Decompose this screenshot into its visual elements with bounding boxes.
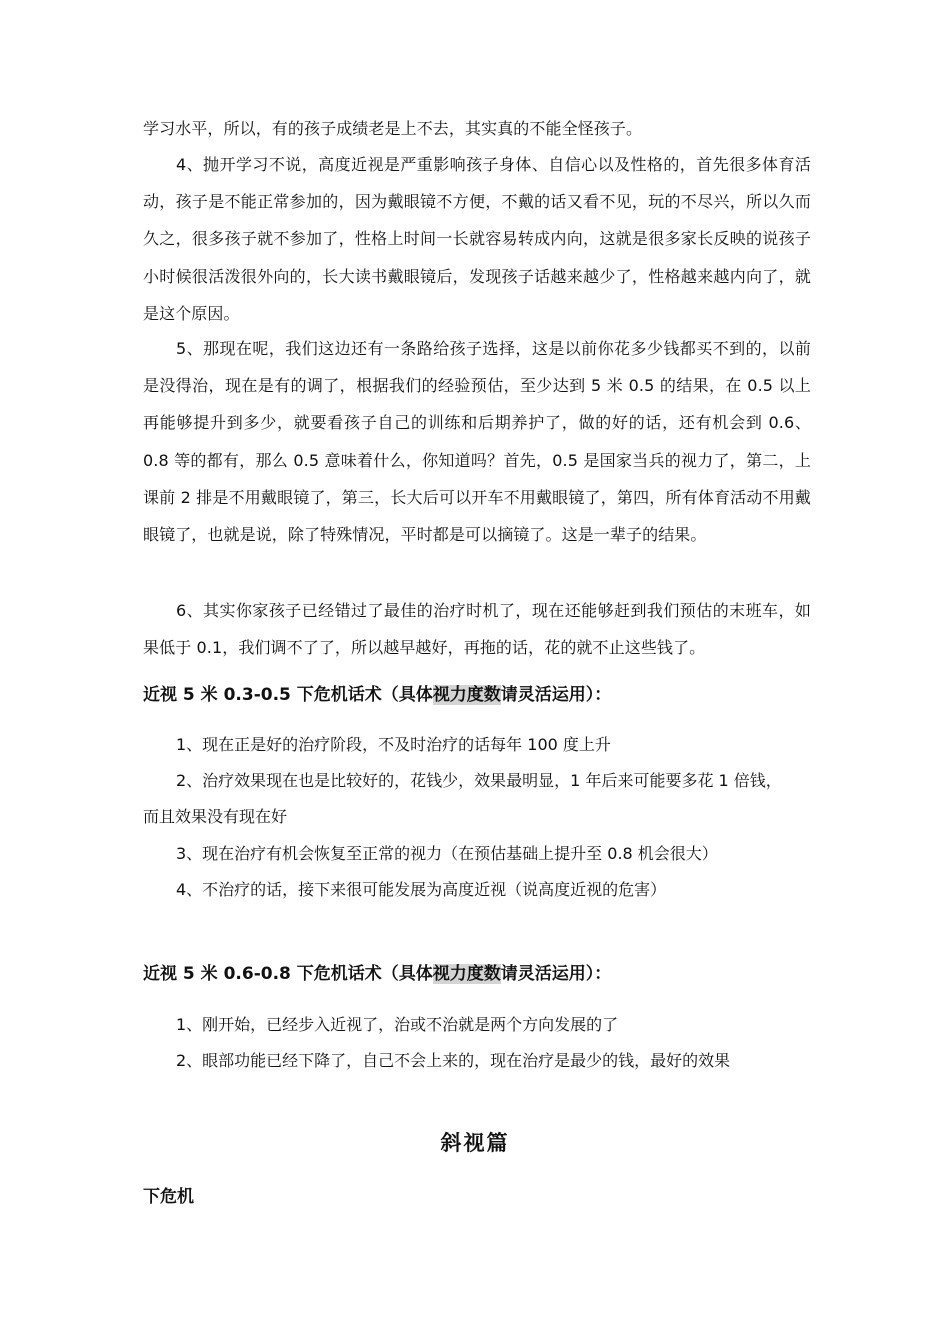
highlighted-text: 视力度数 <box>432 964 501 984</box>
highlighted-text: 视力度数 <box>432 685 501 705</box>
list-item: 3、现在治疗有机会恢复至正常的视力（在预估基础上提升至 0.8 机会很大） <box>176 844 718 863</box>
paragraph-6: 6、其实你家孩子已经错过了最佳的治疗时机了，现在还能够赶到我们预估的末班车，如果低于 0.1，我们调不了了，所以越早越好，再拖的话，花的就不止这些钱了。 <box>143 601 811 658</box>
paragraph-intro: 学习水平，所以，有的孩子成绩老是上不去，其实真的不能全怪孩子。 <box>143 119 643 138</box>
list-item: 1、现在正是好的治疗阶段，不及时治疗的话每年 100 度上升 <box>176 735 611 754</box>
list-item-continuation: 而且效果没有现在好 <box>143 807 288 826</box>
list-item: 2、治疗效果现在也是比较好的，花钱少，效果最明显，1 年后来可能要多花 1 倍钱， <box>176 771 782 790</box>
list-item: 1、刚开始，已经步入近视了，治或不治就是两个方向发展的了 <box>176 1015 619 1034</box>
paragraph-5: 5、那现在呢，我们这边还有一条路给孩子选择，这是以前你花多少钱都买不到的，以前是没得治，现在是有的调了，根据我们的经验预估，至少达到 5 米 0.5 的结果，在 0.5 以上再能够提升到多少，就要看孩子自己的训练和后期养护了，做的好的话，还有机会到 0.6、0.8 等的都有，那么 0.5 意味着什么，你知道吗？首先，0.5 是国家当兵的视力了，第二，上课前 2 排是不用戴眼镜了，第三，长大后可以开车不用戴眼镜了，第四，所有体育活动不用戴眼镜了，也就是说，除了特殊情况，平时都是可以摘镜了。这是一辈子的结果。 <box>143 339 811 545</box>
chapter-title: 斜视篇 <box>440 1131 510 1155</box>
heading-text: 近视 5 米 0.6-0.8 下危机话术（具体 <box>143 964 433 984</box>
section-heading-2 <box>143 961 611 987</box>
list-item: 2、眼部功能已经下降了，自己不会上来的，现在治疗是最少的钱，最好的效果 <box>176 1051 731 1070</box>
heading-text: 请灵活运用）： <box>500 964 612 984</box>
paragraph-4: 4、抛开学习不说，高度近视是严重影响孩子身体、自信心以及性格的，首先很多体育活动，孩子是不能正常参加的，因为戴眼镜不方便，不戴的话又看不见，玩的不尽兴，所以久而久之，很多孩子就不参加了，性格上时间一长就容易转成内向，这就是很多家长反映的说孩子小时候很活泼很外向的，长大读书戴眼镜后，发现孩子话越来越少了，性格越来越内向了，就是这个原因。 <box>143 155 811 323</box>
chapter-subtitle: 下危机 <box>143 1187 194 1207</box>
heading-text: 请灵活运用）： <box>500 685 612 705</box>
list-item: 4、不治疗的话，接下来很可能发展为高度近视（说高度近视的危害） <box>176 880 667 899</box>
section-heading-1 <box>143 682 611 708</box>
heading-text: 近视 5 米 0.3-0.5 下危机话术（具体 <box>143 685 433 705</box>
